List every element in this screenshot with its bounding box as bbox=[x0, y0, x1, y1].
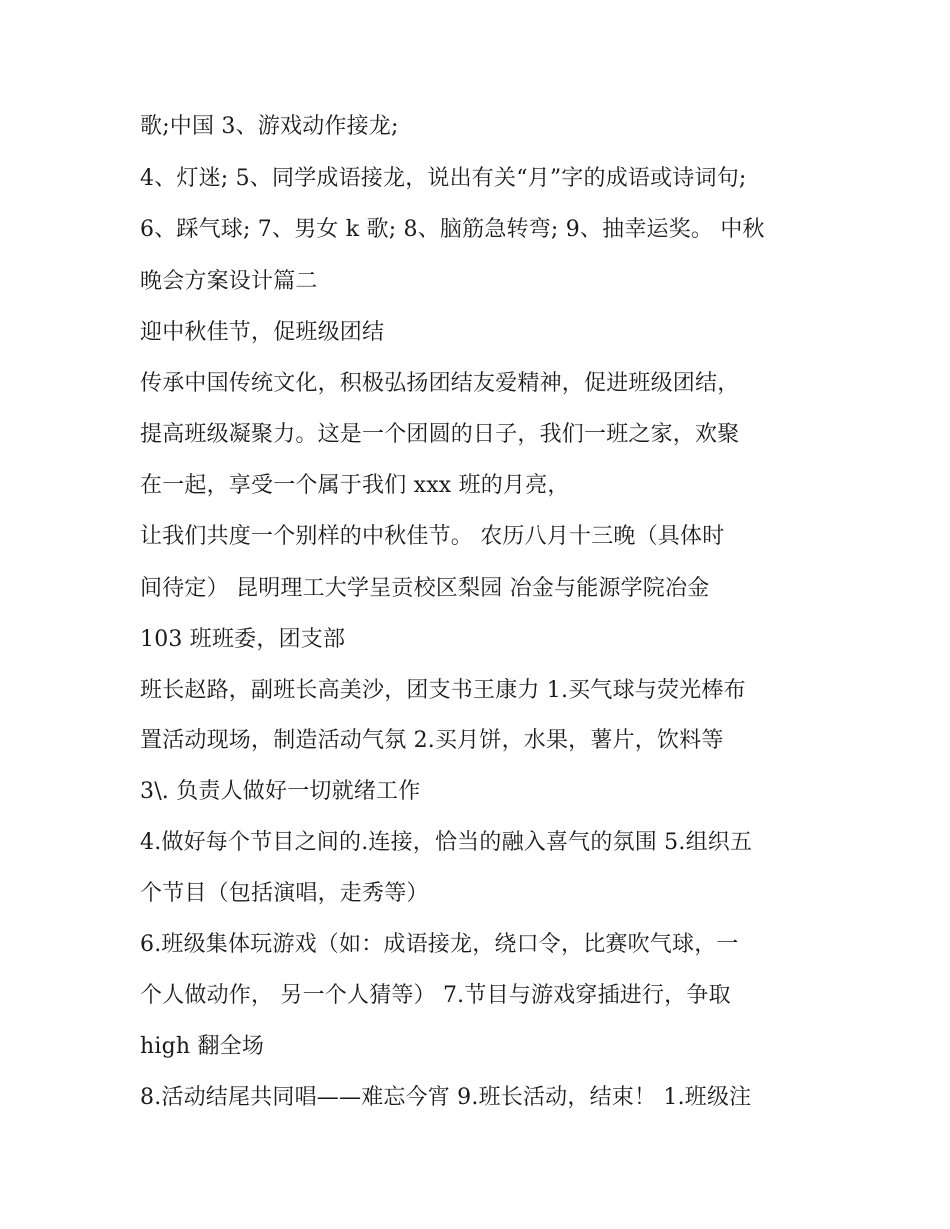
text-line-8: 在一起，享受一个属于我们 xxx 班的月亮， bbox=[140, 473, 570, 498]
text-line-13: 置活动现场，制造活动气氛 2.买月饼，水果，薯片，饮料等 bbox=[140, 728, 724, 753]
text-line-2: 4、灯迷; 5、同学成语接龙，说出有关“月”字的成语或诗词句; bbox=[140, 166, 747, 191]
text-line-16: 个节目（包括演唱，走秀等） bbox=[140, 881, 429, 906]
theme-line: 迎中秋佳节，促班级团结 bbox=[140, 320, 385, 345]
text-line-6: 传承中国传统文化，积极弘扬团结友爱精神，促进班级团结， bbox=[140, 371, 740, 396]
text-line-15: 4.做好每个节目之间的.连接，恰当的融入喜气的氛围 5.组织五 bbox=[140, 830, 753, 855]
text-line-17: 6.班级集体玩游戏（如：成语接龙，绕口令，比赛吹气球，一 bbox=[140, 932, 739, 957]
text-line-10: 间待定） 昆明理工大学呈贡校区梨园 冶金与能源学院冶金 bbox=[140, 576, 710, 601]
text-line-14: 3\. 负责人做好一切就绪工作 bbox=[140, 779, 421, 804]
text-line-3: 6、踩气球; 7、男女 k 歌; 8、脑筋急转弯; 9、抽幸运奖。 中秋 bbox=[140, 217, 765, 242]
text-line-19: high 翻全场 bbox=[140, 1034, 265, 1059]
text-line-9: 让我们共度一个别样的中秋佳节。 农历八月十三晚（具体时 bbox=[140, 524, 725, 549]
text-line-20: 8.活动结尾共同唱——难忘今宵 9.班长活动，结束！ 1.班级注 bbox=[140, 1085, 752, 1110]
text-line-11: 103 班班委，团支部 bbox=[140, 627, 346, 652]
text-line-18: 个人做动作， 另一个人猜等） 7.节目与游戏穿插进行，争取 bbox=[140, 983, 731, 1008]
text-line-1: 歌;中国 3、游戏动作接龙; bbox=[140, 114, 399, 139]
text-line-7: 提高班级凝聚力。这是一个团圆的日子，我们一班之家，欢聚 bbox=[140, 422, 740, 447]
text-line-12: 班长赵路，副班长高美沙，团支书王康力 1.买气球与荧光棒布 bbox=[140, 678, 746, 703]
section-heading: 晚会方案设计篇二 bbox=[140, 269, 318, 294]
